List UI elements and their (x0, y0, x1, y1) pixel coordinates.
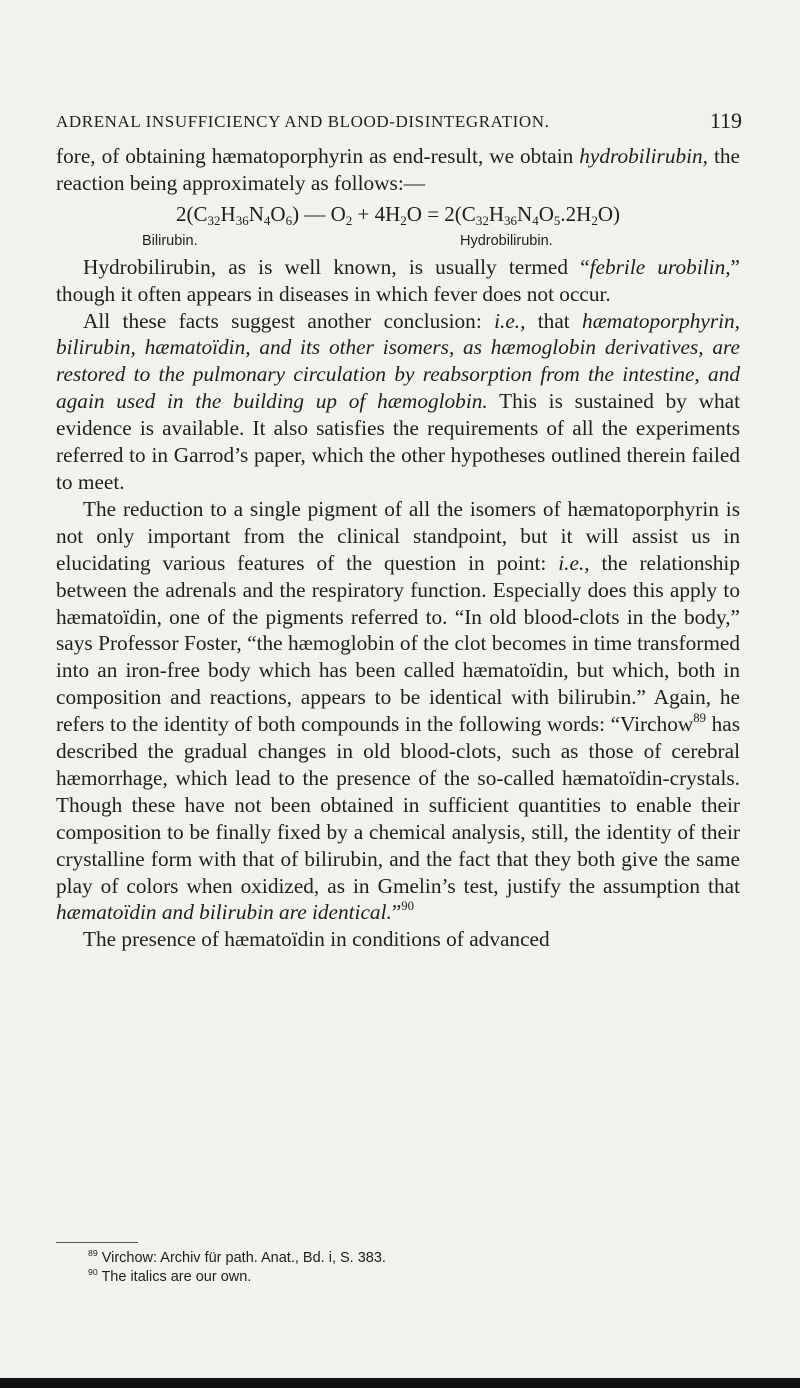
eq-part: O) (597, 201, 620, 226)
footnote-number: 90 (88, 1266, 98, 1277)
footnote-text: The italics are our own. (97, 1269, 252, 1285)
footnote-divider (56, 1242, 138, 1243)
eq-part: O (538, 201, 554, 226)
eq-sub: 2 (345, 212, 353, 228)
equation-labels (56, 228, 740, 250)
eq-part: N (517, 201, 533, 226)
eq-part: N (248, 201, 264, 226)
text-run: has described the gradual changes in old blood-clots, such as those of cerebral hæmorrhage, which lead to the presence of the so-called hæmatoïdin-crystals. Though these have not been obtained in sufficient quantities to enable their composition to be finally fixed by a chemical analysis, still, the identity of their crystalline form with that of bilirubin, and the fact that they both give the same play of colors when oxidized, as in Gmelin’s test, justify the assumption that (56, 712, 740, 898)
eq-part: H (220, 201, 236, 226)
footnote-ref-90[interactable]: 90 (401, 899, 415, 914)
footnotes (88, 1249, 728, 1287)
eq-sub: 36 (235, 212, 249, 228)
paragraph-4 (56, 496, 740, 927)
text-run: This is sustained by what evidence is available. It also satisfies the requirements of all the experiments referred to in Garrod’s paper, which the other hypotheses outlined therein failed to meet. (56, 389, 740, 494)
eq-sub: 4 (532, 212, 539, 228)
eq-sub: 4 (263, 212, 271, 228)
page-number: 119 (709, 108, 742, 133)
text-run: ” though it often appears in diseases in which fever does not occur. (56, 254, 740, 306)
italic-term: hydrobilirubin, (579, 144, 709, 168)
hydrobilirubin-label: Hydrobilirubin. (460, 232, 553, 249)
paragraph-3 (56, 308, 740, 496)
footnote-ref-89[interactable]: 89 (693, 711, 707, 726)
eq-sub: 2 (591, 212, 598, 228)
eq-part: O (270, 201, 286, 226)
paragraph-2 (56, 254, 740, 308)
footnote-number: 89 (88, 1247, 98, 1258)
italic-passage: hæmatoïdin and bilirubin are identical. (56, 900, 392, 925)
eq-sub: 32 (207, 212, 221, 228)
eq-part: ) — O (292, 201, 346, 226)
italic-passage: hæmatoporphyrin, bilirubin, hæmatoïdin, and its other isomers, as hæmoglobin derivatives, are restored to the pulmonary circulation by reabsorption from the intestine, and again used in the building up of hæmoglobin. (56, 308, 740, 414)
eq-part: 2(C (176, 201, 208, 226)
footnote-90 (88, 1268, 728, 1287)
eq-part: H (488, 201, 504, 226)
eq-sub: 2 (400, 212, 407, 228)
running-head-title: ADRENAL INSUFFICIENCY AND BLOOD-DISINTEGRATION. (56, 112, 550, 131)
italic-term: i.e., (494, 308, 526, 333)
eq-sub: 5 (553, 212, 561, 228)
bilirubin-label: Bilirubin. (142, 232, 198, 249)
text-run: The reduction to a single pigment of all the isomers of hæmatoporphyrin is not only important from the clinical standpoint, but it will assist us in elucidating various features of the question in point: (56, 496, 740, 575)
eq-part: O = 2(C (406, 201, 476, 226)
italic-term: i.e., (558, 550, 590, 575)
text-run: fore, of obtaining hæmatoporphyrin as end-result, we obtain (56, 144, 580, 168)
italic-term: febrile urobilin, (589, 254, 731, 279)
scan-edge-bar (0, 1378, 800, 1388)
paragraph-5 (56, 926, 740, 953)
paragraph-1 (56, 143, 740, 197)
text-run: that (525, 308, 583, 333)
text-run: The presence of hæmatoïdin in conditions of advanced (83, 927, 550, 952)
eq-sub: 32 (475, 212, 489, 228)
text-run: Hydrobilirubin, as is well known, is usually termed “ (83, 254, 590, 279)
eq-sub: 6 (285, 212, 293, 228)
footnote-89 (88, 1249, 728, 1268)
body-text (56, 143, 740, 953)
eq-part: + 4H (352, 201, 401, 226)
running-head (56, 108, 742, 133)
text-run: ” (391, 900, 402, 925)
footnote-text: Virchow: Archiv für path. Anat., Bd. i, S. 383. (97, 1250, 386, 1266)
chemical-equation (56, 201, 740, 228)
eq-sub: 36 (504, 212, 518, 228)
eq-part: .2H (560, 201, 592, 226)
text-run: the relationship between the adrenals and the respiratory function. Especially does this apply to hæmatoïdin, one of the pigments referred to. “In old blood-clots in the body,” says Professor Foster, “the hæmoglobin of the clot becomes in time transformed into an iron-free body which has been called hæmatoïdin, but which, both in composition and reactions, appears to be identical with bilirubin.” Again, he refers to the identity of both compounds in the following words: “Virchow (56, 550, 740, 737)
text-run: All these facts suggest another conclusion: (83, 308, 495, 333)
text-run: the reaction being approximately as follows:— (56, 144, 740, 195)
